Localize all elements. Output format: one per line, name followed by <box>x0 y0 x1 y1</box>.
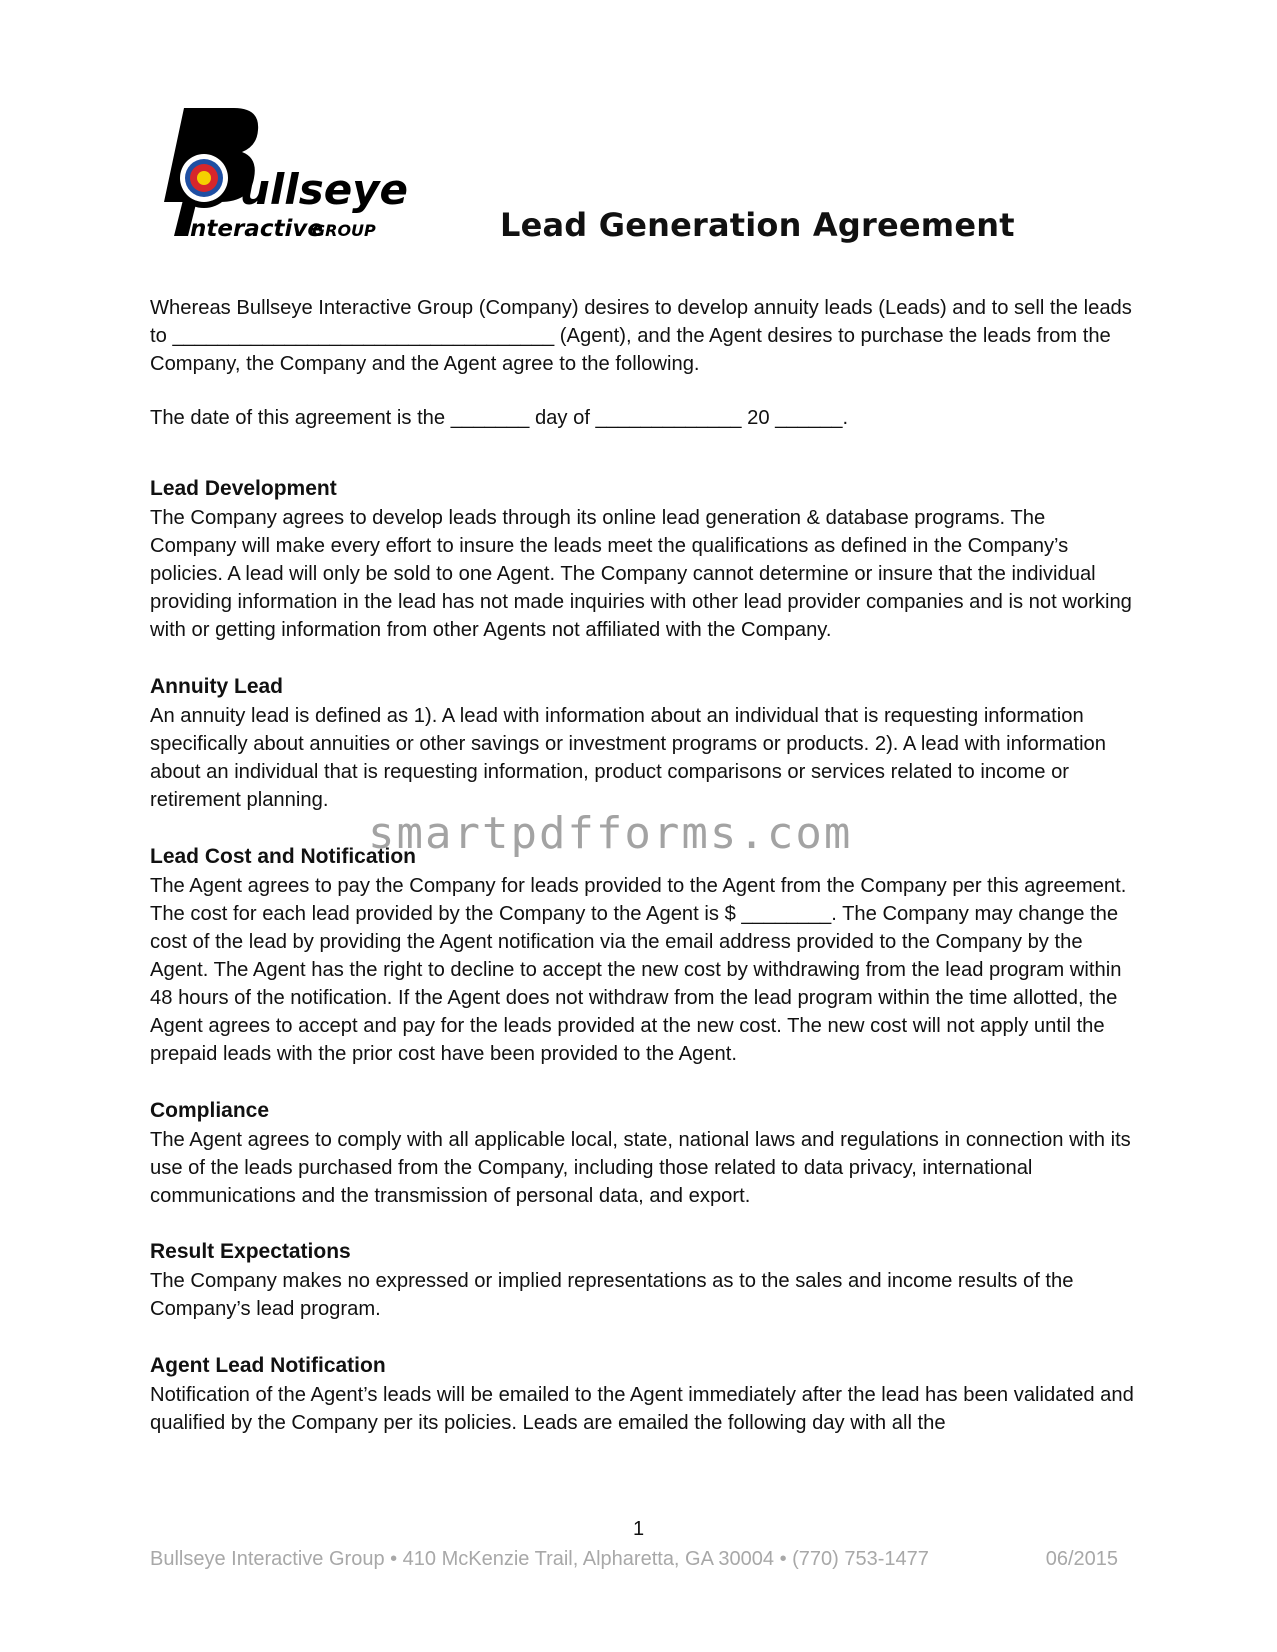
intro-paragraph: Whereas Bullseye Interactive Group (Company) desires to develop annuity leads (Leads) and to sell the leads to __________________________________ (Agent), and the Agent desires to purchase the leads from the Company, the Company and the Agent agree to the following. <box>150 297 1132 375</box>
section-body: The Company agrees to develop leads through its online lead generation & database programs. The Company will make every effort to insure the leads meet the qualifications as defined in the Company’s policies. A lead will only be sold to one Agent. The Company cannot determine or insure that the individual providing information in the lead has not made inquiries with other lead provider companies and is not working with or getting information from other Agents not affiliated with the Company. <box>150 507 1132 641</box>
section-body: Notification of the Agent’s leads will be emailed to the Agent immediately after the lead has been validated and qualified by the Company per its policies. Leads are emailed the following day with all the <box>150 1384 1134 1434</box>
section-annuity-lead <box>150 672 1135 814</box>
section-heading: Lead Development <box>150 477 337 500</box>
logo-text-sub: nteractive <box>190 216 323 242</box>
company-logo <box>162 108 409 250</box>
section-heading: Agent Lead Notification <box>150 1354 386 1377</box>
document-body <box>150 294 1135 1465</box>
section-body: The Company makes no expressed or implied representations as to the sales and income results of the Company’s lead program. <box>150 1270 1074 1320</box>
section-lead-cost-and-notification <box>150 842 1135 1068</box>
section-heading: Compliance <box>150 1099 270 1122</box>
agreement-date-line: The date of this agreement is the _______ day of _____________ 20 ______. <box>150 407 849 429</box>
bullseye-logo-icon <box>162 108 409 250</box>
section-body: The Agent agrees to comply with all applicable local, state, national laws and regulations in connection with its use of the leads purchased from the Company, including those related to data privacy, international communications and the transmission of personal data, and export. <box>150 1129 1131 1207</box>
watermark: smartpdfforms.com <box>368 808 853 859</box>
section-body: The Agent agrees to pay the Company for leads provided to the Agent from the Company per this agreement. The cost for each lead provided by the Company to the Agent is $ ________. The Company may change the cost of the lead by providing the Agent notification via the email address provided to the Company by the Agent. The Agent has the right to decline to accept the new cost by withdrawing from the lead program within 48 hours of the notification. If the Agent does not withdraw from the lead program within the time allotted, the Agent agrees to accept and pay for the leads provided at the new cost. The new cost will not apply until the prepaid leads with the prior cost have been provided to the Agent. <box>150 875 1127 1065</box>
section-agent-lead-notification <box>150 1351 1135 1437</box>
footer-address: Bullseye Interactive Group • 410 McKenzie Trail, Alpharetta, GA 30004 • (770) 753-1477 <box>150 1548 929 1570</box>
logo-text-group: GROUP <box>312 221 376 240</box>
section-body: An annuity lead is defined as 1). A lead with information about an individual that is requesting information specifically about annuities or other savings or investment programs or products. 2). A lead with information about an individual that is requesting information, product comparisons or services related to income or retirement planning. <box>150 705 1107 811</box>
document-title: Lead Generation Agreement <box>500 206 1015 244</box>
logo-text-main: ullseye <box>240 165 409 214</box>
section-heading: Result Expectations <box>150 1240 351 1263</box>
section-heading: Lead Cost and Notification <box>150 845 417 868</box>
section-lead-development <box>150 474 1135 644</box>
section-result-expectations <box>150 1237 1135 1323</box>
page-number: 1 <box>632 1518 645 1540</box>
section-heading: Annuity Lead <box>150 675 284 698</box>
footer-date: 06/2015 <box>1045 1548 1118 1570</box>
section-compliance <box>150 1096 1135 1210</box>
